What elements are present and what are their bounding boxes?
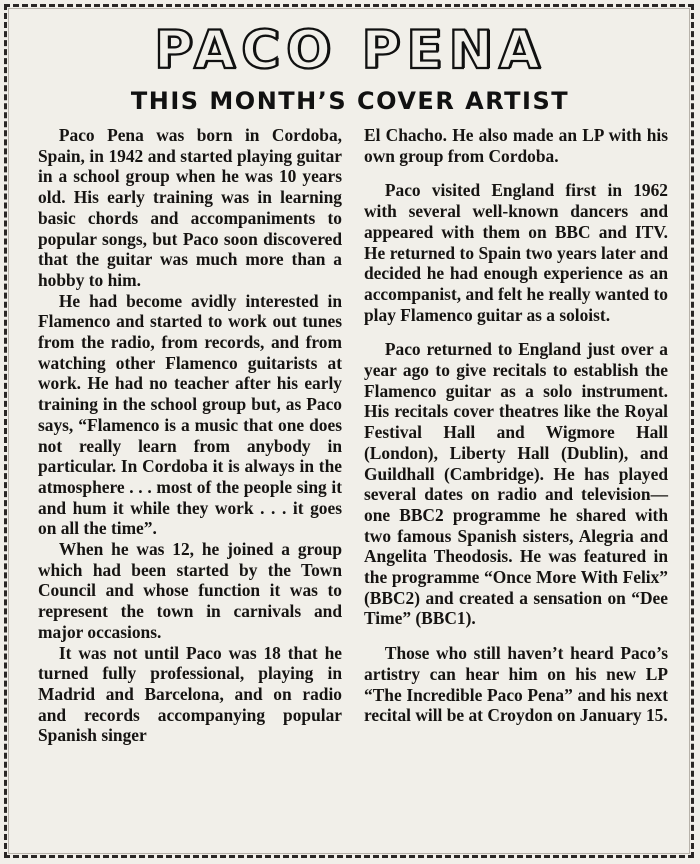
paragraph-recitals: Paco returned to England just over a year ago to give recitals to establish the Flamenco guitar as a solo instrument. His recitals cover theatres like the Royal Festival Hall and Wigmore Hall (London), Liberty Hall (Dublin), and Guildhall (Cambridge). He has played several dates on radio and television—one BBC2 programme he shared with two famous Spanish sisters, Alegria and Angelita Theodosis. He was featured in the programme “Once More With Felix” (BBC2) and created a sensation on “Dee Time” (BBC1). xyxy=(364,339,668,629)
paragraph-flamenco-interest: He had become avidly interested in Flamenco and started to work out tunes from the radio, from records, and from watching other Flamenco guitarists at work. He had no teacher after his early training in the school group but, as Paco says, “Flamenco is a music that one does not really learn from anybody in particular. In Cordoba it is always in the atmosphere . . . most of the people sing it and hum it while they work . . . it goes on all the time”. xyxy=(38,290,342,539)
paragraph-town-council: When he was 12, he joined a group which had been started by the Town Council and whose function it was to represent the town in carnivals and major occasions. xyxy=(38,539,342,642)
paragraph-england-visit: Paco visited England first in 1962 with several well-known dancers and appeared with them on BBC and ITV. He returned to Spain two years later and decided he had enough experience as an accompanist, and felt he really wanted to play Flamenco guitar as a soloist. xyxy=(364,180,668,325)
paragraph-birth: Paco Pena was born in Cordoba, Spain, in 1942 and started playing guitar in a school group when he was 10 years old. His early training was in learning basic chords and accompaniments to popular songs, but Paco soon discovered that the guitar was much more than a hobby to him. xyxy=(38,125,342,290)
right-column xyxy=(364,125,668,845)
article-subtitle: THIS MONTH’S COVER ARTIST xyxy=(130,87,570,115)
paragraph-new-lp: Those who still haven’t heard Paco’s artistry can hear him on his new LP “The Incredible Paco Pena” and his next recital will be at Croydon on January 15. xyxy=(364,643,668,726)
paragraph-professional: It was not until Paco was 18 that he turned fully professional, playing in Madrid and Barcelona, and on radio and records accompanying popular Spanish singer xyxy=(38,642,342,746)
article-title: PACO PENA xyxy=(154,20,546,81)
headline xyxy=(0,20,700,115)
left-column xyxy=(38,125,342,845)
article-body xyxy=(38,125,668,845)
paragraph-el-chacho: El Chacho. He also made an LP with his own group from Cordoba. xyxy=(364,125,668,166)
